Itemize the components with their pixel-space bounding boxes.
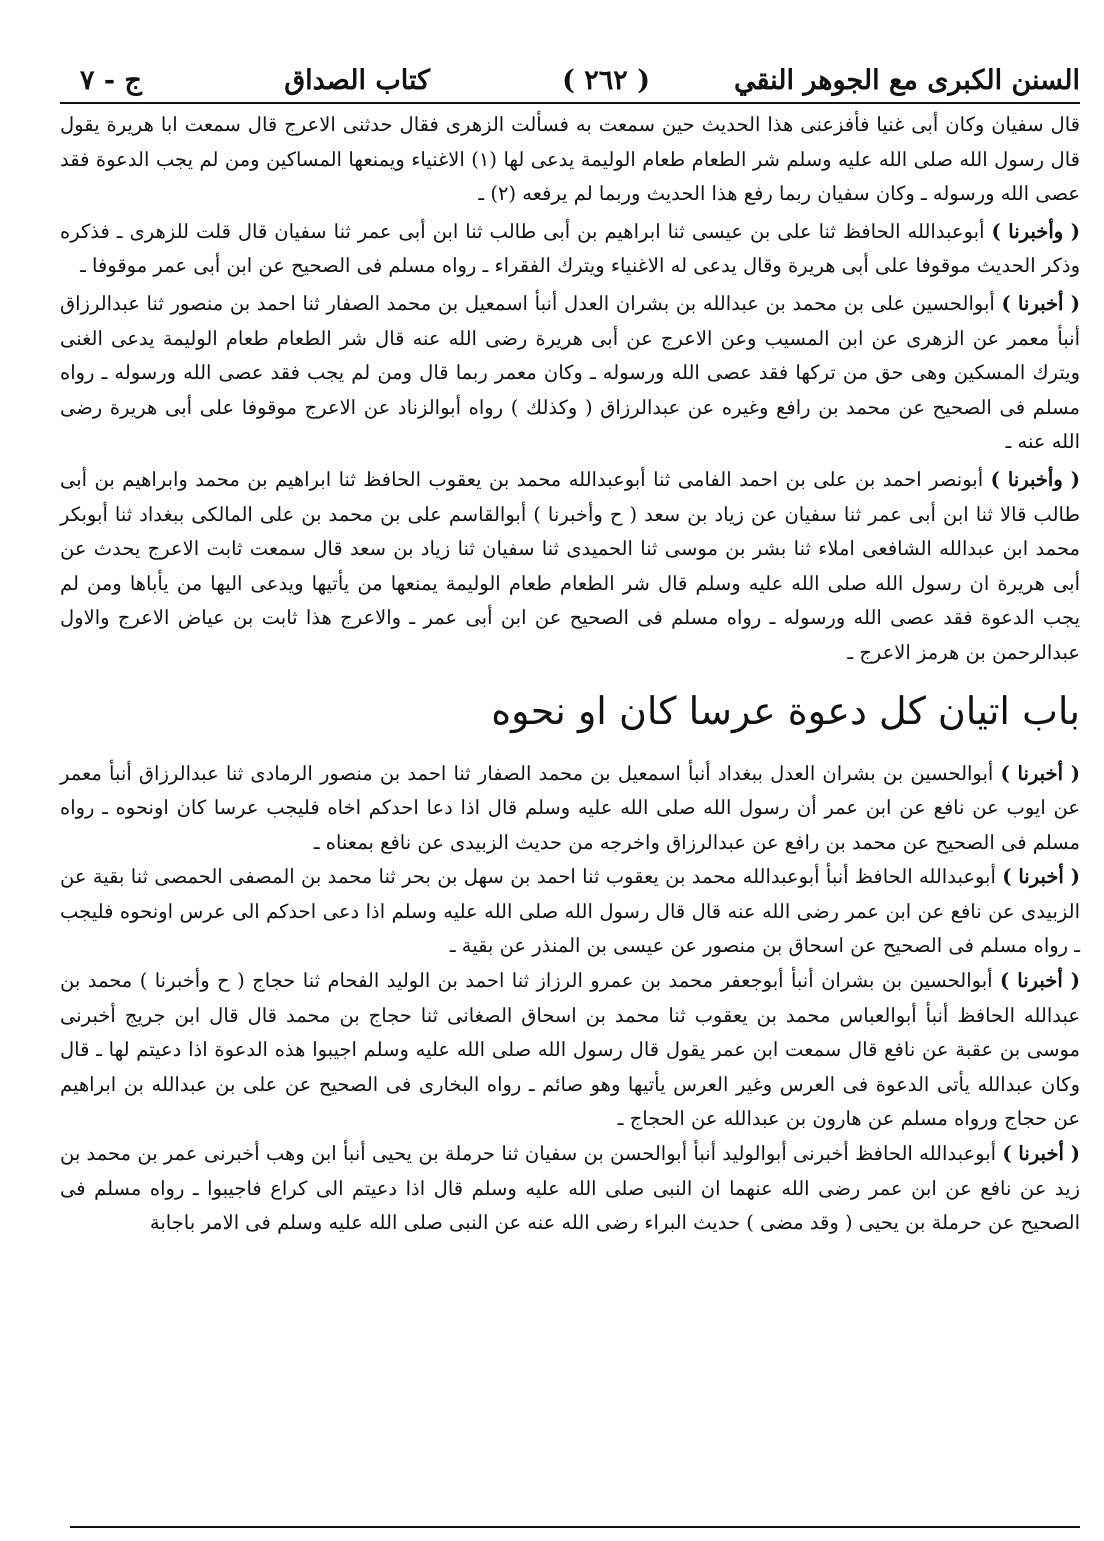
paragraph-lead: ( وأخبرنا ) [991,219,1080,243]
paragraph-text: قال سفيان وكان أبى غنيا فأفزعنى هذا الحديث حين سمعت به فسألت الزهرى فقال حدثنى الاعرج قال سمعت ابا هريرة يقول قال رسول الله صلى الله عليه وسلم شر الطعام طعام الوليمة يدعى لها (١) الاغنياء ويمنعها المساكين ومن لم يجب الدعوة فقد عصى الله ورسوله ـ وكان سفيان ربما رفع هذا الحديث وربما لم يرفعه (٢) ـ [60,113,1080,206]
paragraph-lead: ( أخبرنا ) [1000,969,1081,993]
hadith-paragraph [60,964,1080,1137]
page-body [60,108,1080,1241]
paragraph-text: أبوعبدالله الحافظ أخبرنى أبوالوليد أنبأ أبوالحسن بن سفيان ثنا حرملة بن يحيى أنبأ ابن وهب أخبرنى عمر بن محمد بن زيد عن نافع عن ابن عمر رضى الله عنهما ان النبى صلى الله عليه وسلم قال اذا دعيتم الى كراع فاجيبوا ـ رواه مسلم فى الصحيح عن حرملة بن يحيى ( وقد مضى ) حديث البراء رضى الله عنه عن النبى صلى الله عليه وسلم فى الامر باجابة [60,1142,1080,1235]
hadith-paragraph [60,287,1080,460]
paragraph-text: أبوالحسين على بن محمد بن عبدالله بن بشران العدل أنبأ اسمعيل بن محمد الصفار ثنا احمد بن منصور ثنا عبدالرزاق أنبأ معمر عن الزهرى عن ابن المسيب وعن الاعرج عن أبى هريرة رضى الله عنه قال شر الطعام طعام الوليمة يدعى الغنى ويترك المسكين وهى حق من تركها فقد عصى الله ورسوله ـ وكان معمر ربما قال ومن لم يجب فقد عصى الله ورسوله ـ رواه مسلم فى الصحيح عن محمد بن رافع وغيره عن عبدالرزاق ( وكذلك ) رواه أبوالزناد عن الاعرج موقوفا على أبى هريرة رضى الله عنه ـ [60,291,1080,454]
section-heading: باب اتيان كل دعوة عرسا كان او نحوه [491,688,1080,733]
hadith-paragraph [60,860,1080,964]
hadith-paragraph [60,463,1080,671]
paragraph-text: أبونصر احمد بن على بن احمد الفامى ثنا أبوعبدالله محمد بن يعقوب الحافظ ثنا ابراهيم بن محمد وابراهيم بن أبى طالب قالا ثنا ابن أبى عمر ثنا سفيان عن زياد بن سعد ( ح وأخبرنا ) أبوالقاسم على بن محمد بن على المالكى ببغداد ثنا أبوبكر محمد ابن عبدالله الشافعى املاء ثنا بشر بن موسى ثنا الحميدى ثنا سفيان ثنا زياد بن سعد قال سمعت ثابت الاعرج يحدث عن أبى هريرة ان رسول الله صلى الله عليه وسلم قال شر الطعام طعام الوليمة يمنعها من يأتيها ويدعى اليها من يأباها ومن لم يجب الدعوة فقد عصى الله ورسوله ـ رواه مسلم فى الصحيح عن ابن أبى عمر ـ والاعرج هذا ثابت بن عياض الاعرج والاول عبدالرحمن بن هرمز الاعرج ـ [60,467,1080,664]
page-header [60,62,1080,104]
paragraph-text: أبوعبدالله الحافظ أنبأ أبوعبدالله محمد بن يعقوب ثنا احمد بن سهل بن بحر ثنا محمد بن المصفى الحمصى ثنا بقية عن الزبيدى عن نافع عن ابن عمر رضى الله عنه قال قال رسول الله صلى الله عليه وسلم اذا دعى احدكم الى عرس اونحوه فليجب ـ رواه مسلم فى الصحيح عن اسحاق بن منصور عن عيسى بن المنذر عن بقية ـ [60,865,1080,958]
paragraph-lead: ( وأخبرنا ) [990,467,1080,491]
volume-number: ج - ٧ [80,65,142,96]
hadith-paragraph [60,757,1080,861]
paragraph-text: أبوعبدالله الحافظ ثنا على بن عيسى ثنا ابراهيم بن أبى طالب ثنا ابن أبى عمر ثنا سفيان قال قلت للزهرى ـ فذكره وذكر الحديث موقوفا على أبى هريرة وقال يدعى له الاغنياء ويترك الفقراء ـ رواه مسلم فى الصحيح عن ابن أبى عمر موقوفا ـ [60,219,1080,278]
hadith-paragraph [60,1137,1080,1241]
page-number: ( ٢٦٢ ) [562,65,650,96]
paragraph-lead: ( أخبرنا ) [1002,1142,1081,1166]
paragraph-text: أبوالحسين بن بشران العدل ببغداد أنبأ اسمعيل بن محمد الصفار ثنا احمد بن منصور الرمادى ثنا عبدالرزاق أنبأ معمر عن ايوب عن نافع عن ابن عمر أن رسول الله صلى الله عليه وسلم قال اذا دعا احدكم اخاه فليجب عرسا كان اونحوه ـ رواه مسلم فى الصحيح عن محمد بن رافع عن عبدالرزاق واخرجه من حديث الزبيدى عن نافع بمعناه ـ [60,761,1080,854]
book-title: السنن الكبرى مع الجوهر النقي [733,65,1080,96]
paragraph-text: أبوالحسين بن بشران أنبأ أبوجعفر محمد بن عمرو الرزاز ثنا احمد بن الوليد الفحام ثنا حجاج ( ح وأخبرنا ) محمد بن عبدالله الحافظ أنبأ أبوالعباس محمد بن يعقوب ثنا محمد بن اسحاق الصغانى ثنا حجاج بن محمد قال قال ابن جريج أخبرنى موسى بن عقبة عن نافع قال سمعت ابن عمر يقول قال رسول الله صلى الله عليه وسلم اجيبوا هذه الدعوة اذا دعيتم لها ـ قال وكان عبدالله يأتى الدعوة فى العرس وغير العرس يأتيها وهو صائم ـ رواه البخارى فى الصحيح عن على بن عبدالله بن ابراهيم عن حجاج ورواه مسلم عن هارون بن عبدالله عن الحجاج ـ [60,969,1080,1131]
paragraph-lead: ( أخبرنا ) [1002,865,1080,889]
footer-rule [70,1526,1080,1528]
hadith-paragraph [60,215,1080,284]
chapter-title: كتاب الصداق [284,65,430,96]
paragraph-lead: ( أخبرنا ) [1001,291,1080,315]
hadith-paragraph [60,108,1080,212]
paragraph-lead: ( أخبرنا ) [1000,761,1080,785]
book-page [60,62,1080,1241]
